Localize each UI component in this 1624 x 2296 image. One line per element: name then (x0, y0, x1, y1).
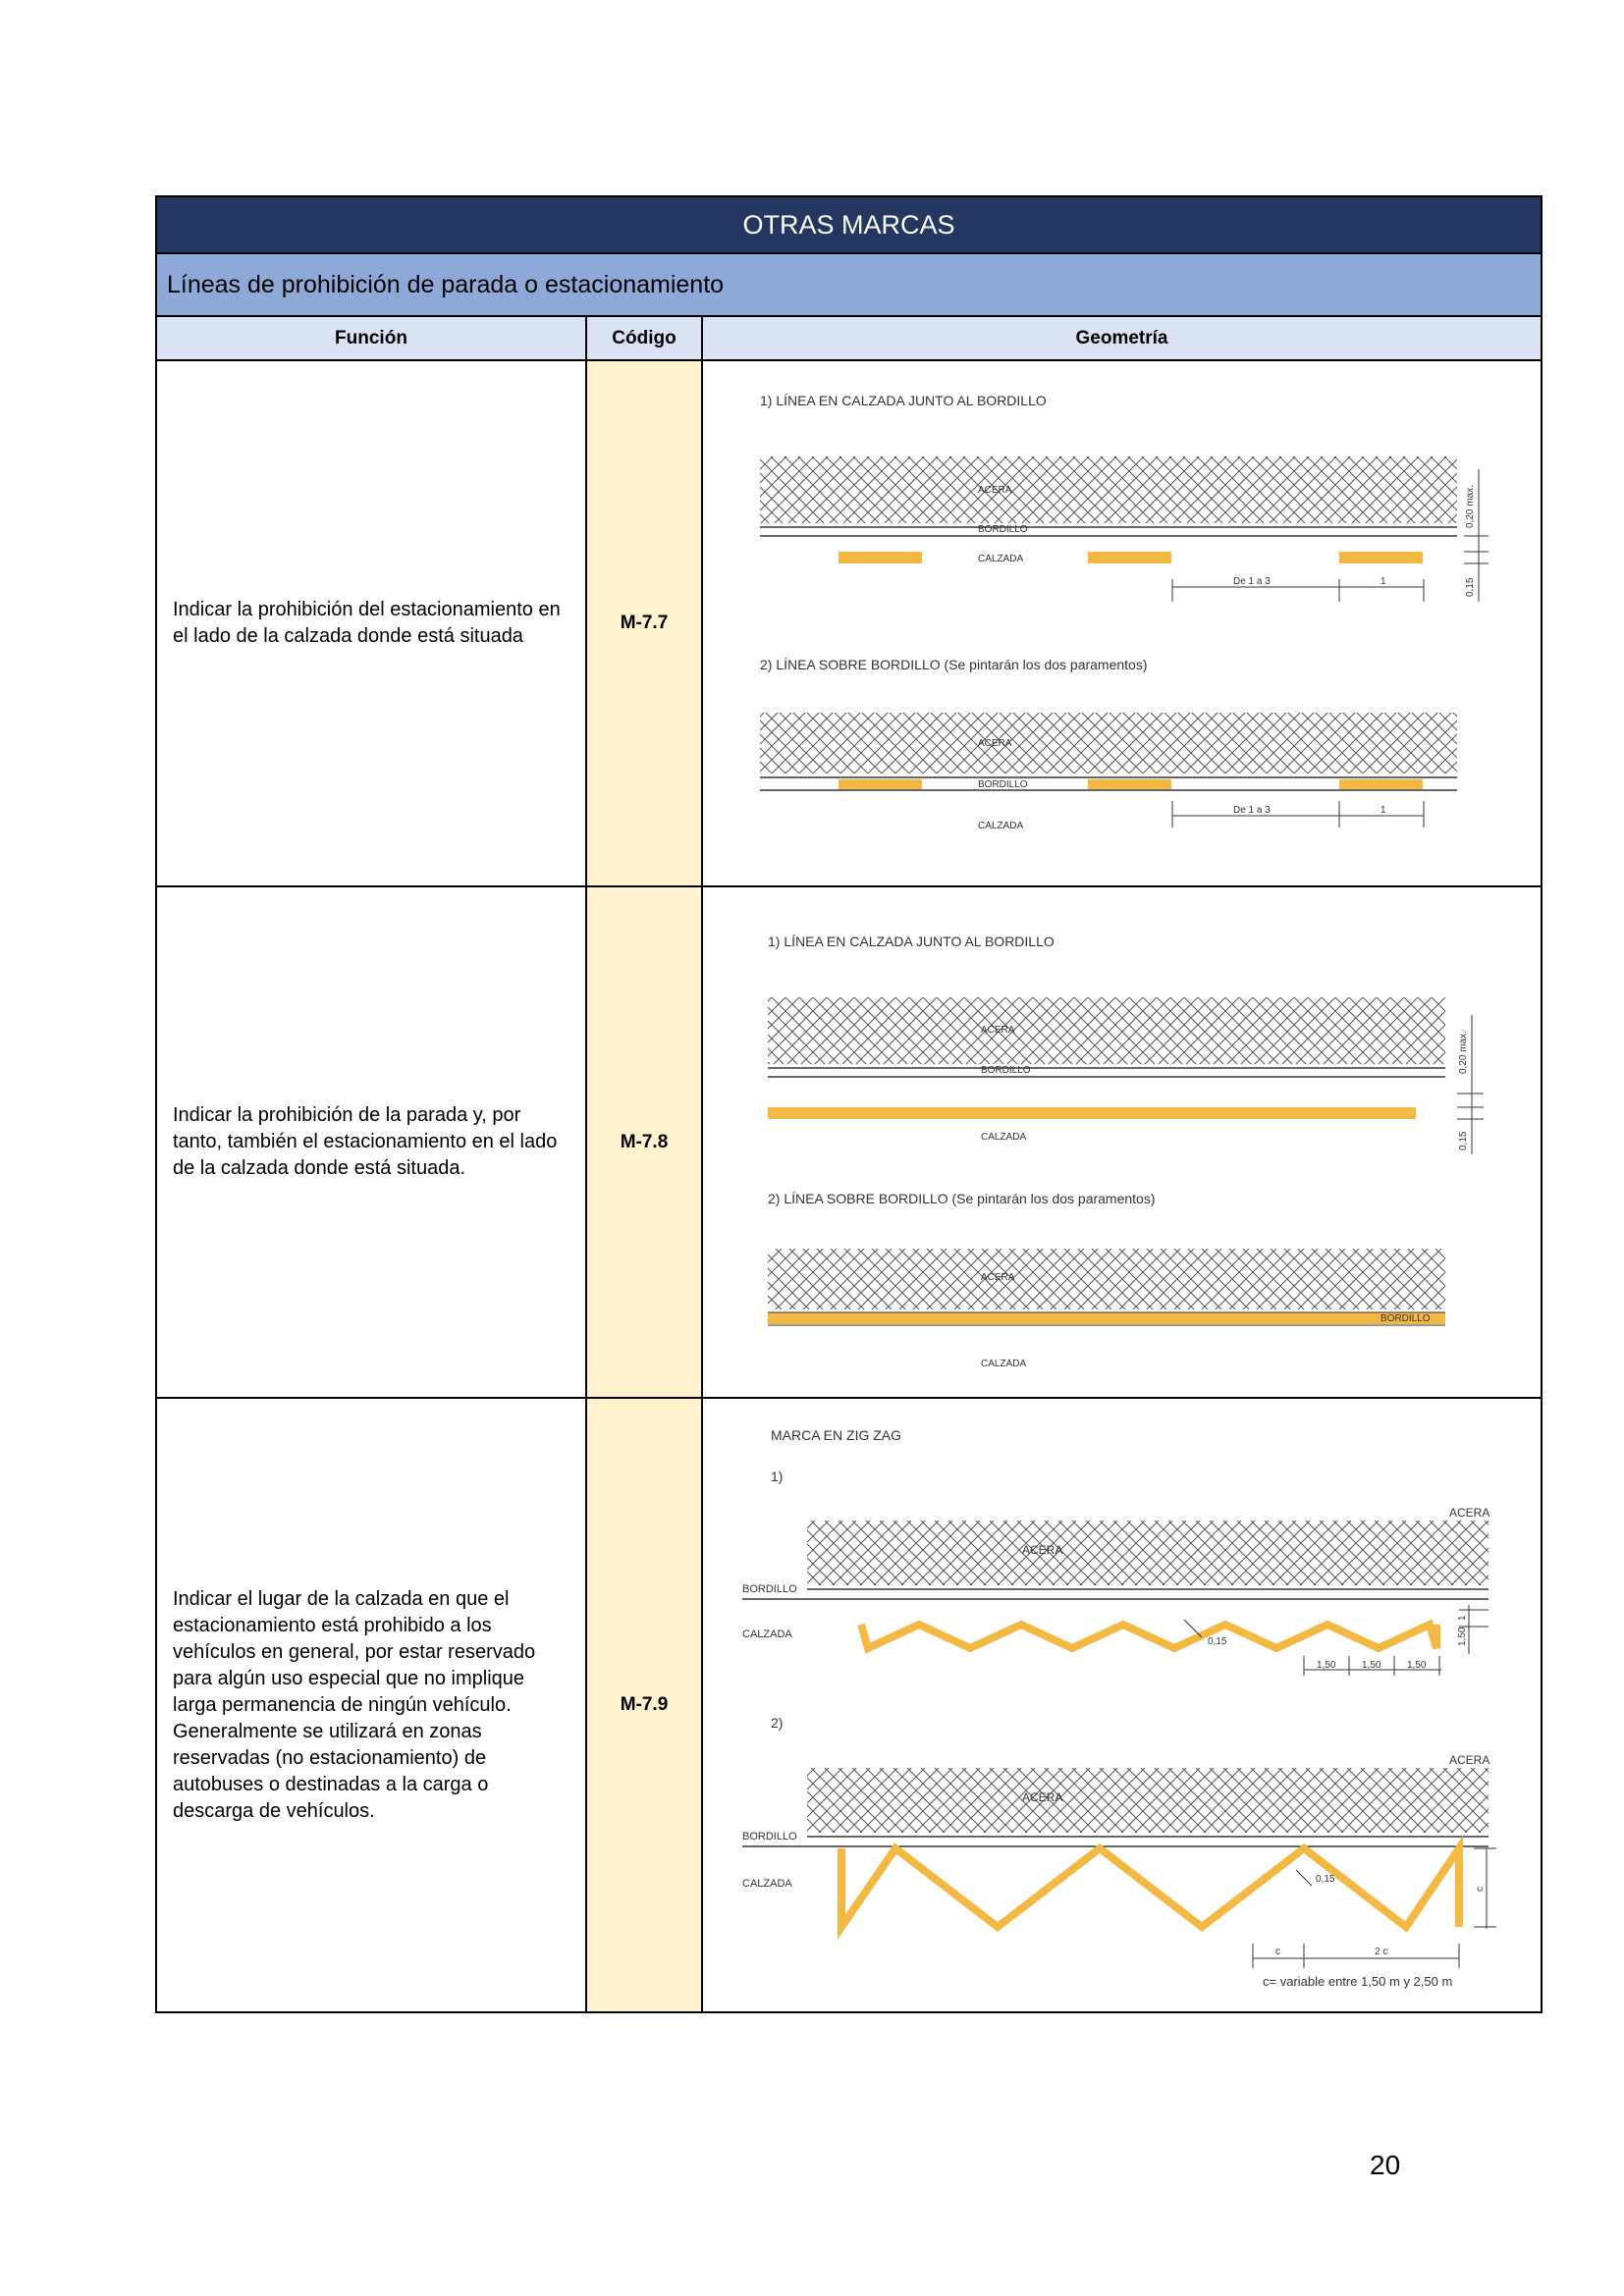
bordillo-label: BORDILLO (978, 779, 1028, 790)
bordillo-label: BORDILLO (742, 1583, 797, 1595)
yellow-continuous-line (768, 1107, 1416, 1119)
calzada-label: CALZADA (981, 1132, 1027, 1143)
variable-note: c= variable entre 1,50 m y 2,50 m (1263, 1974, 1453, 1989)
bordillo-label: BORDILLO (742, 1831, 797, 1842)
m77-diagram (703, 361, 1541, 883)
acera-label: ACERA (1449, 1506, 1490, 1520)
yellow-dash (1088, 779, 1171, 789)
funcion-text: Indicar la prohibición del estacionamiento en el lado de la calzada donde está situada (156, 360, 586, 886)
dim-offset-label: 0,20 max. (1465, 485, 1476, 528)
codigo-label: M-7.9 (586, 1398, 702, 2012)
column-header-codigo: Código (586, 316, 702, 360)
yellow-dash (1088, 552, 1171, 563)
dim-spacing-label: De 1 a 3 (1233, 576, 1271, 587)
acera-label: ACERA (978, 738, 1012, 749)
dim-step-label: 1,50 (1317, 1660, 1336, 1671)
acera-label: ACERA (981, 1272, 1015, 1283)
table-title: OTRAS MARCAS (156, 196, 1542, 253)
dim-step-label: 1,50 (1362, 1660, 1381, 1671)
dim-length-label: 1 (1380, 576, 1386, 587)
geometry-diagram-m77 (702, 360, 1542, 886)
m79-diagram (703, 1399, 1541, 2009)
diagram-heading-2: 2) LÍNEA SOBRE BORDILLO (Se pintarán los dos paramentos) (768, 1191, 1156, 1206)
acera-label: ACERA (1022, 1543, 1063, 1557)
table-row (156, 360, 1542, 886)
dim-height-label: 1,50 (1457, 1627, 1468, 1646)
acera-hatch (807, 1768, 1489, 1833)
dim-line-label: 0,15 (1316, 1874, 1335, 1885)
yellow-continuous-line (768, 1312, 1445, 1324)
yellow-dash (839, 779, 922, 789)
funcion-text: Indicar el lugar de la calzada en que el estacionamiento está prohibido a los vehículos en general, por estar reservado para algún uso especial que no implique larga permanencia de ningún vehículo. Generalmente se utilizará en zonas reservadas (no estacionamiento) de autobuses o destinadas a la carga o descarga de vehículos. (156, 1398, 586, 2012)
calzada-label: CALZADA (978, 554, 1024, 564)
acera-label: ACERA (978, 485, 1012, 496)
bordillo-label: BORDILLO (978, 524, 1028, 535)
dim-length-label: 1 (1380, 805, 1386, 816)
zigzag-line-2 (841, 1848, 1459, 1927)
column-header-geometria: Geometría (702, 316, 1542, 360)
dim-spacing-label: De 1 a 3 (1233, 805, 1271, 816)
dim-c-label: c (1275, 1947, 1280, 1957)
table-subtitle: Líneas de prohibición de parada o estacionamiento (156, 253, 1542, 316)
codigo-label: M-7.7 (586, 360, 702, 886)
table-row (156, 1398, 1542, 2012)
calzada-label: CALZADA (742, 1629, 792, 1640)
zigzag-line-1 (861, 1625, 1436, 1648)
dim-line-label: 0,15 (1208, 1636, 1227, 1647)
dim-offset-label: 0,20 max. (1458, 1031, 1469, 1074)
dim-width-label: 0,15 (1458, 1131, 1469, 1150)
dim-offset-label: 1 (1457, 1615, 1468, 1621)
funcion-text: Indicar la prohibición de la parada y, por tanto, también el estacionamiento en el lado de la calzada donde está situada. (156, 886, 586, 1398)
codigo-label: M-7.8 (586, 886, 702, 1398)
diagram-heading-1: 1) LÍNEA EN CALZADA JUNTO AL BORDILLO (760, 393, 1047, 408)
otras-marcas-table (155, 195, 1543, 2013)
acera-hatch (760, 713, 1457, 774)
acera-label: ACERA (981, 1025, 1015, 1036)
acera-hatch (807, 1521, 1489, 1585)
diagram-heading-1: 1) LÍNEA EN CALZADA JUNTO AL BORDILLO (768, 934, 1055, 949)
geometry-diagram-m79 (702, 1398, 1542, 2012)
yellow-dash (1339, 779, 1423, 789)
geometry-diagram-m78 (702, 886, 1542, 1398)
acera-hatch (760, 456, 1457, 523)
acera-hatch (768, 1249, 1445, 1309)
page-number: 20 (1370, 2150, 1401, 2180)
part-2-label: 2) (771, 1715, 784, 1731)
bordillo-label: BORDILLO (1380, 1313, 1431, 1324)
calzada-label: CALZADA (981, 1359, 1027, 1369)
table-row (156, 886, 1542, 1398)
diagram-heading-2: 2) LÍNEA SOBRE BORDILLO (Se pintarán los dos paramentos) (760, 657, 1148, 672)
bordillo-label: BORDILLO (981, 1065, 1031, 1076)
acera-label: ACERA (1449, 1753, 1490, 1767)
dim-step-label: 1,50 (1407, 1660, 1427, 1671)
m78-diagram (703, 887, 1541, 1395)
part-1-label: 1) (771, 1468, 784, 1484)
acera-hatch (768, 997, 1445, 1064)
dim-2c-label: 2 c (1375, 1947, 1388, 1957)
diagram-heading: MARCA EN ZIG ZAG (771, 1427, 902, 1443)
calzada-label: CALZADA (742, 1878, 792, 1890)
yellow-dash (839, 552, 922, 563)
acera-label: ACERA (1022, 1790, 1063, 1804)
column-header-funcion: Función (156, 316, 586, 360)
dim-c-label: c (1475, 1887, 1486, 1892)
calzada-label: CALZADA (978, 821, 1024, 831)
dim-width-label: 0,15 (1465, 577, 1476, 597)
yellow-dash (1339, 552, 1423, 563)
